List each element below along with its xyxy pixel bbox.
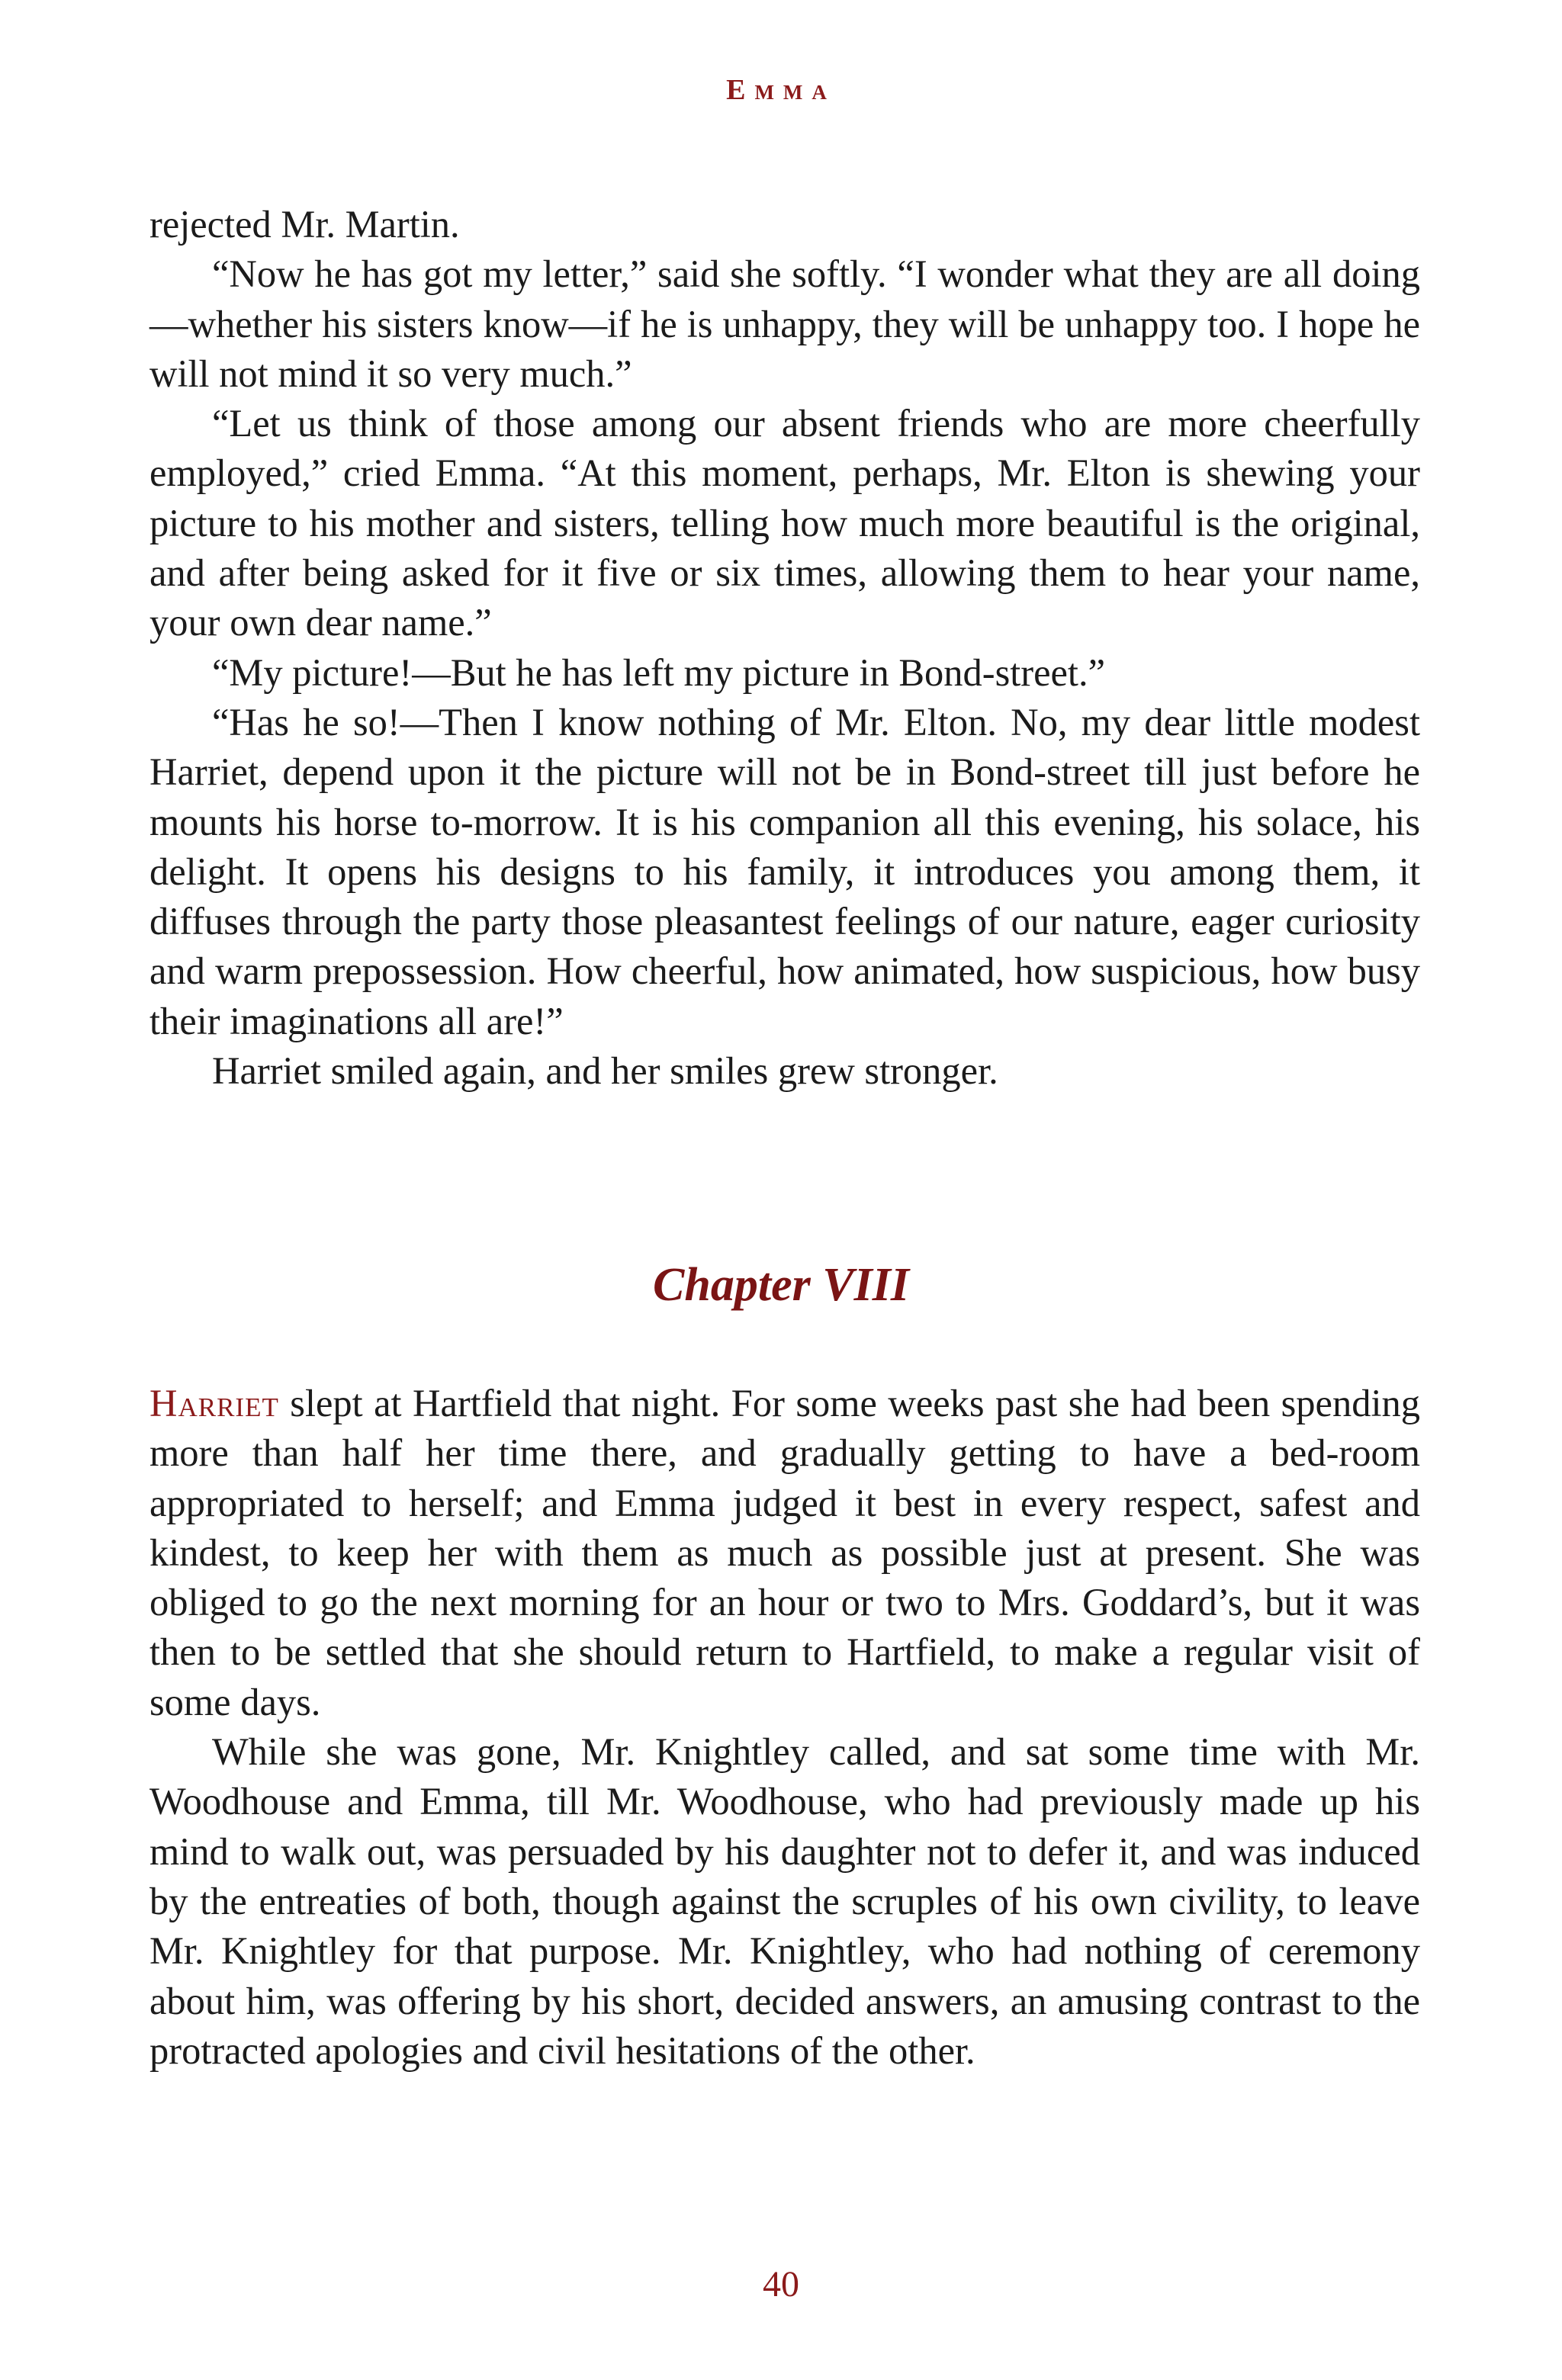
paragraph: While she was gone, Mr. Knightley called, and sat some time with Mr. Woodhouse and Emma, till Mr. Woodhouse, who had previously made up his mind to walk out, was persuaded by his daughter not to defer it, and was induced by the entreaties of both, though against the scruples of his own civility, to leave Mr. Knightley for that purpose. Mr. Knightley, who had nothing of ceremony about him, was offering by his short, decided answers, an amusing contrast to the protracted apologies and civil hesitations of the other. xyxy=(149,1730,1420,2072)
paragraph: rejected Mr. Martin. xyxy=(149,203,460,246)
chapter-text xyxy=(149,1379,1420,2076)
paragraph: “Let us think of those among our absent friends who are more cheerfully employed,” cried Emma. “At this moment, perhaps, Mr. Elton is shewing your picture to his mother and sisters, telling how much more beautiful is the original, and after being asked for it five or six times, allowing them to hear your name, your own dear name.” xyxy=(149,402,1420,644)
running-head: Emma xyxy=(726,74,836,106)
paragraph: “Has he so!—Then I know nothing of Mr. Elton. No, my dear little modest Harriet, depend upon it the picture will not be in Bond-street till just before he mounts his horse to-morrow. It is his companion all this evening, his solace, his delight. It opens his designs to his family, it introduces you among them, it diffuses through the party those pleasantest feelings of our nature, eager curiosity and warm prepossession. How cheerful, how animated, how suspicious, how busy their imaginations all are!” xyxy=(149,700,1420,1042)
chapter-lead-word: Harriet xyxy=(149,1382,279,1424)
page-number: 40 xyxy=(763,2264,799,2305)
paragraph: Harriet smiled again, and her smiles grew stronger. xyxy=(212,1049,998,1093)
chapter-opening-paragraph xyxy=(149,1379,1420,1727)
paragraph: “My picture!—But he has left my picture in Bond-street.” xyxy=(212,650,1105,694)
paragraph-text: slept at Hartfield that night. For some weeks past she had been spending more than half her time there, and gradually getting to have a bed-room appropriated to herself; and Emma judged it best in every respect, safest and kindest, to keep her with them as much as possible just at present. She was obliged to go the next morning for an hour or two to Mrs. Goddard’s, but it was then to be settled that she should return to Hartfield, to make a regular visit of some days. xyxy=(149,1382,1420,1723)
paragraph: “Now he has got my letter,” said she softly. “I wonder what they are all doing—whether his sisters know—if he is unhappy, they will be unhappy too. I hope he will not mind it so very much.” xyxy=(149,252,1420,395)
continued-text xyxy=(149,200,1420,1096)
chapter-title: Chapter VIII xyxy=(653,1259,909,1311)
